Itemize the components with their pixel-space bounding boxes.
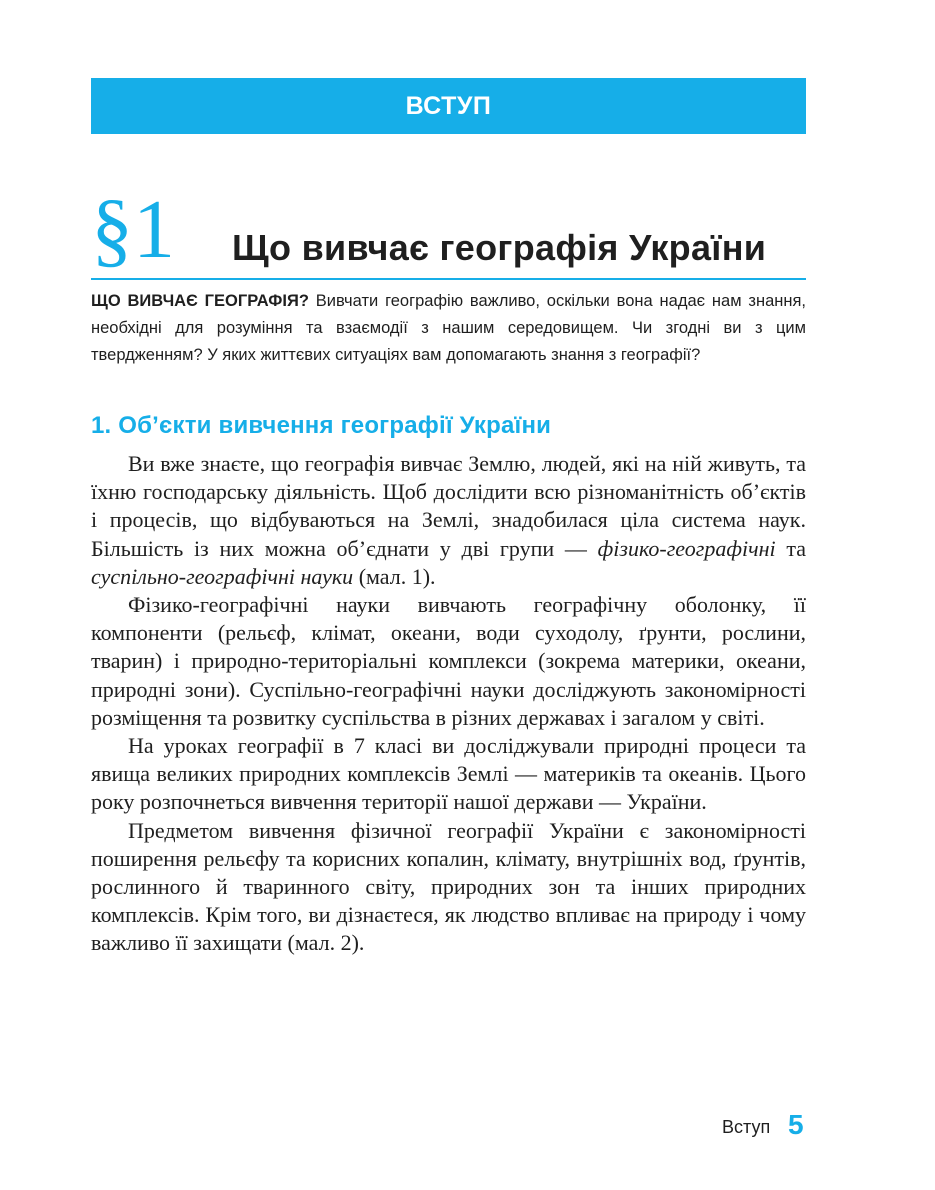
paragraph-number: §1 <box>91 183 175 276</box>
paragraph-header <box>91 182 806 280</box>
header-divider <box>91 278 806 280</box>
body-paragraph-1-text-a: Ви вже знаєте, що географія вивчає Землю, людей, які на ній живуть, та їхню господарську діяльність. Щоб дослідити всю різноманітність об’єктів і процесів, що відбуваються на Землі, знадобилася ціла система наук. Більшість із них можна об’єднати у дві групи — <box>91 451 806 561</box>
footer-section-label: Вступ <box>722 1117 771 1137</box>
section-heading: 1. Об’єкти вивчення географії України <box>91 412 552 439</box>
intro-lead: ЩО ВИВЧАЄ ГЕОГРАФІЯ? <box>91 292 309 310</box>
body-paragraph-4: Предметом вивчення фізичної географії України є закономірності поширення рельєфу та корисних копалин, клімату, внутрішніх вод, ґрунтів, рослинного й тваринного світу, природних зон та інших природних комплексів. Крім того, ви дізнаєтеся, як людство впливає на природу і чому важливо її захищати (мал. 2). <box>91 817 806 956</box>
body-paragraph-3: На уроках географії в 7 класі ви досліджували природні процеси та явища великих природних комплексів Землі — материків та океанів. Цього року розпочнеться вивчення території нашої держави — України. <box>91 733 806 815</box>
chapter-title: ВСТУП <box>405 91 492 120</box>
body-paragraph-2: Фізико-географічні науки вивчають географічну оболонку, її компоненти (рельєф, клімат, океани, води суходолу, ґрунти, рослини, тварин) і природно-територіальні комплекси (зокрема материки, океани, природні зони). Суспільно-географічні науки досліджують закономірності розміщення та розвитку суспільства в різних державах і загалом у світі. <box>91 592 806 730</box>
term-physical-geography: фізико-географічні <box>597 535 776 561</box>
intro-text: Вивчати географію важливо, оскільки вона надає нам знання, необхідні для розуміння та взаємодії з нашим середовищем. Чи згодні ви з цим твердженням? У яких життєвих ситуаціях вам допомагають знання з географії? <box>91 292 806 364</box>
body-paragraph-1-text-c: (мал. 1). <box>353 563 436 589</box>
chapter-banner <box>91 78 806 134</box>
intro-block <box>91 288 806 369</box>
page-number: 5 <box>788 1109 804 1140</box>
paragraph-title: Що вивчає географія України <box>232 227 767 268</box>
body-paragraph-1 <box>91 450 806 591</box>
body-text <box>91 450 806 958</box>
term-social-geography: суспільно-географічні науки <box>91 563 354 589</box>
body-paragraph-1-text-b: та <box>775 535 806 561</box>
